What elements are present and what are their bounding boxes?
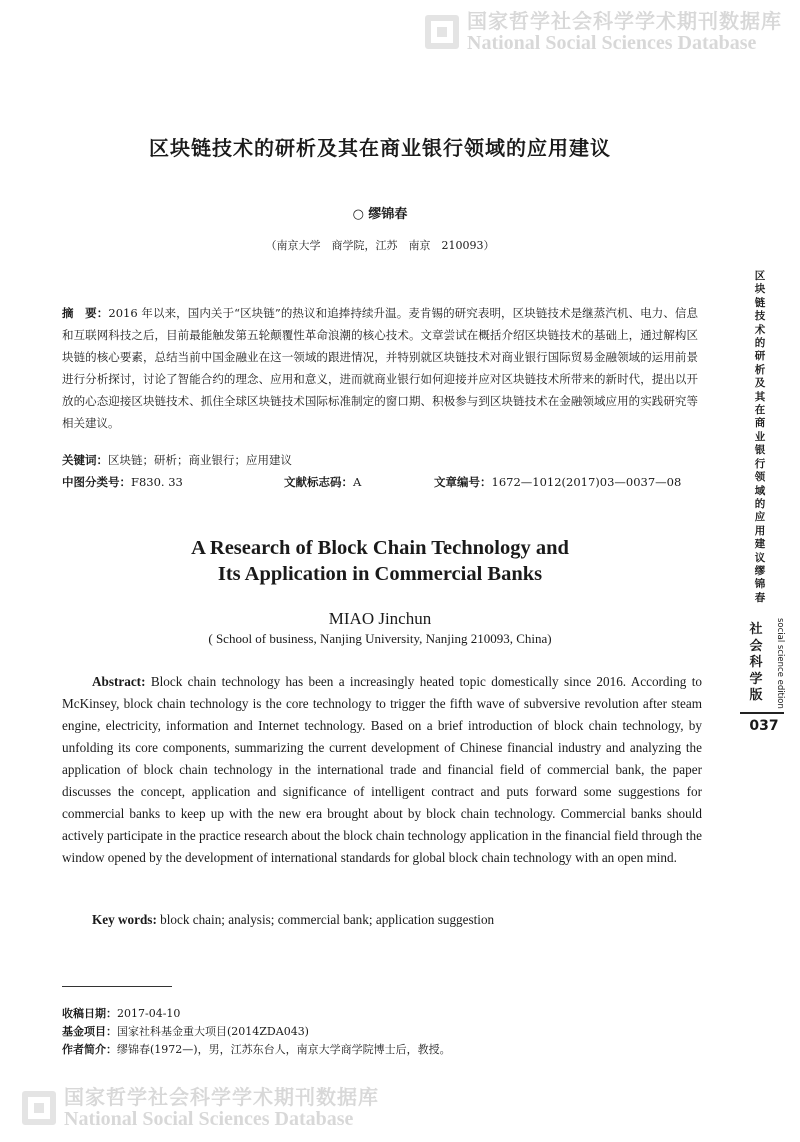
affiliation-en: ( School of business, Nanjing University, Nanjing 210093, China) xyxy=(208,631,552,646)
article-no-label: 文章编号： xyxy=(434,475,492,489)
clc-value: F830. 33 xyxy=(131,475,183,489)
clc-field xyxy=(62,474,183,490)
title-en-line1: A Research of Block Chain Technology and xyxy=(191,537,569,559)
keywords-en-label: Key words: xyxy=(92,912,157,927)
keywords-cn-label: 关键词： xyxy=(62,453,108,467)
author-cn: ○ 缪锦春 xyxy=(352,207,408,222)
keywords-cn xyxy=(62,452,698,468)
paper-title-cn: 区块链技术的研析及其在商业银行领域的应用建议 xyxy=(149,136,611,160)
author-en: MIAO Jinchun xyxy=(328,609,432,628)
page-number-rule xyxy=(740,712,784,714)
footnote-divider xyxy=(62,986,172,987)
clc-label: 中图分类号： xyxy=(62,475,131,489)
doc-code-field xyxy=(284,474,361,490)
received-value: 2017-04-10 xyxy=(117,1007,181,1020)
page-number: 037 xyxy=(749,718,779,734)
bio-value: 缪锦春(1972—)，男，江苏东台人，南京大学商学院博士后，教授。 xyxy=(117,1043,451,1056)
paper-title-en xyxy=(0,535,760,587)
abstract-en-text: Block chain technology has been a increasingly heated topic domestically since 2016. According to McKinsey, block chain technology is the core technology to trigger the fifth wave of subversive revolution after steam engine, electricity, information and Internet technology. Based on a brief introduction of block chain technology, by unfolding its core components, summarizing the current development of Chinese financial industry and analyzing the application of block chain technology in the international trade and financial field of commercial bank, the paper discusses the concept, application and significance of intelligent contract and puts forward some suggestions for commercial banks to keep up with the new era brought about by block chain technology. Commercial banks should actively participate in the practice research about the block chain technology application in the financial field through the window opened by the development of international standards for global block chain technology with an open mind. xyxy=(62,674,702,865)
footnote-received xyxy=(62,1005,702,1021)
watermark-top xyxy=(425,10,782,54)
received-label: 收稿日期： xyxy=(62,1007,117,1020)
journal-section-cn: 社会科学版 xyxy=(749,622,763,703)
database-logo-icon xyxy=(425,15,459,49)
affiliation-cn: （南京大学 商学院，江苏 南京 210093） xyxy=(265,239,495,252)
title-en-line2: Its Application in Commercial Banks xyxy=(217,563,543,585)
keywords-en xyxy=(62,912,702,928)
article-no-field xyxy=(434,474,681,490)
doc-code-value: A xyxy=(353,475,362,489)
watermark-bottom xyxy=(22,1086,379,1130)
abstract-en-label: Abstract: xyxy=(92,674,146,689)
bio-label: 作者简介： xyxy=(62,1043,117,1056)
watermark-cn: 国家哲学社会科学学术期刊数据库 xyxy=(467,9,782,33)
keywords-cn-text: 区块链；研析；商业银行；应用建议 xyxy=(108,453,292,467)
keywords-en-text: block chain; analysis; commercial bank; application suggestion xyxy=(156,912,495,927)
abstract-cn xyxy=(62,302,698,434)
abstract-cn-label: 摘 要： xyxy=(62,306,109,320)
watermark-en-bottom: National Social Sciences Database xyxy=(64,1108,354,1130)
article-no-value: 1672—1012(2017)03—0037—08 xyxy=(491,475,682,489)
watermark-cn-bottom: 国家哲学社会科学学术期刊数据库 xyxy=(64,1085,379,1109)
footnote-bio xyxy=(62,1041,702,1057)
database-logo-icon-bottom xyxy=(22,1091,56,1125)
footnote-fund xyxy=(62,1023,702,1039)
running-title-vertical: 区块链技术的研析及其在商业银行领域的应用建议 缪锦春 xyxy=(754,270,776,604)
doc-code-label: 文献标志码： xyxy=(284,475,353,489)
abstract-cn-text: 2016 年以来，国内关于“区块链”的热议和追捧持续升温。麦肯锡的研究表明，区块链技术是继蒸汽机、电力、信息和互联网科技之后，目前最能触发第五轮颠覆性革命浪潮的核心技术。文章尝试在概括介绍区块链技术的基础上，通过解构区块链的核心要素，总结当前中国金融业在这一领域的跟进情况，并特别就区块链技术对商业银行国际贸易金融领域的运用前景进行分析探讨，讨论了智能合约的理念、应用和意义，进而就商业银行如何迎接并应对区块链技术所带来的新时代，提出以开放的心态迎接区块链技术、抓住全球区块链技术国际标准制定的窗口期、积极参与到区块链技术在金融领域应用的实践研究等相关建议。 xyxy=(62,306,698,430)
abstract-en xyxy=(62,671,702,869)
fund-label: 基金项目： xyxy=(62,1025,117,1038)
journal-section-en: social science edition xyxy=(775,618,785,709)
watermark-en: National Social Sciences Database xyxy=(467,32,757,54)
fund-value: 国家社科基金重大项目(2014ZDA043) xyxy=(117,1025,309,1038)
